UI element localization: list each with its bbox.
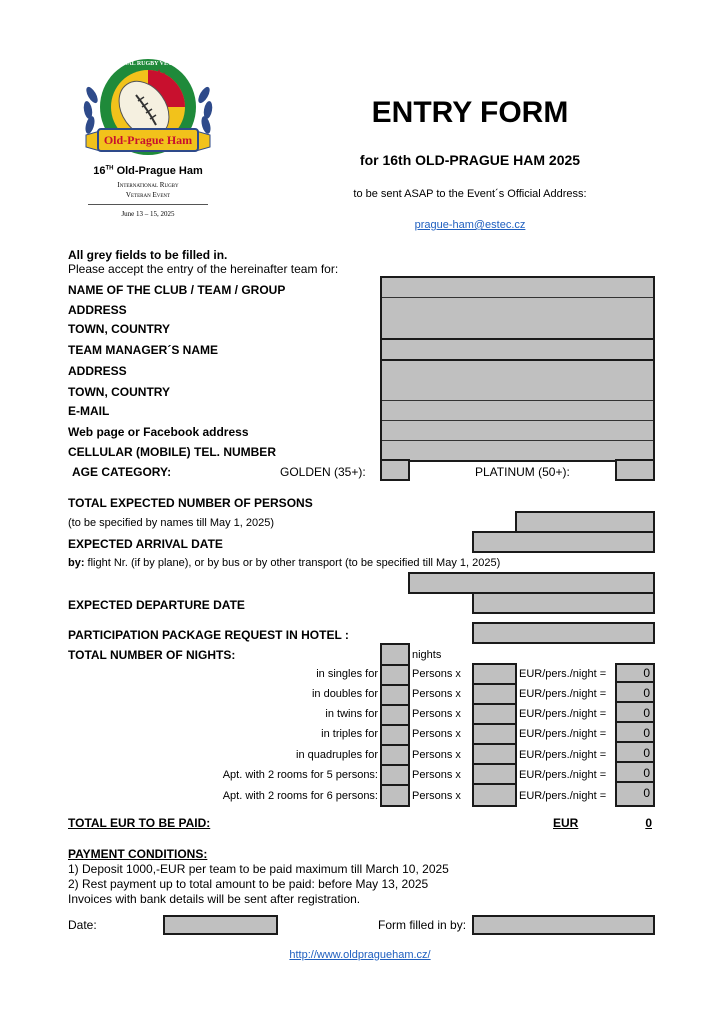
triples-total: 0 xyxy=(617,725,653,743)
date-field[interactable] xyxy=(163,915,278,935)
total-column xyxy=(615,663,655,807)
email-field[interactable] xyxy=(382,401,653,421)
apt6-total: 0 xyxy=(643,786,650,800)
club-address-field[interactable] xyxy=(382,298,653,340)
golden-checkbox[interactable] xyxy=(380,459,410,481)
persons-unit-doubles: Persons x xyxy=(412,688,461,700)
nights-field[interactable] xyxy=(382,645,408,666)
date-label: Date: xyxy=(68,918,97,932)
singles-price-field[interactable] xyxy=(474,665,515,685)
platinum-checkbox[interactable] xyxy=(615,459,655,481)
golden-label: GOLDEN (35+): xyxy=(280,465,366,479)
apt6-price-field[interactable] xyxy=(474,785,515,805)
twins-total: 0 xyxy=(617,705,653,723)
row-label-triples: in triples for xyxy=(321,728,378,740)
intro-instruction: All grey fields to be filled in. xyxy=(68,248,228,262)
instruction-text: to be sent ASAP to the Event´s Official Address: xyxy=(353,188,587,200)
price-column xyxy=(472,663,517,807)
twins-price-field[interactable] xyxy=(474,705,515,725)
row-label-singles: in singles for xyxy=(316,668,378,680)
doubles-price-field[interactable] xyxy=(474,685,515,705)
manager-name-field[interactable] xyxy=(382,340,653,361)
row-label-quadruples: in quadruples for xyxy=(296,749,378,761)
quadruples-price-field[interactable] xyxy=(474,745,515,765)
arrival-date-field[interactable] xyxy=(472,531,655,553)
price-unit-quadruples: EUR/pers./night = xyxy=(519,749,607,761)
total-value: 0 xyxy=(645,816,652,830)
logo-subtitle-1: International Rugby xyxy=(117,181,179,189)
arrival-label: EXPECTED ARRIVAL DATE xyxy=(68,537,223,551)
rugby-ball-logo-icon xyxy=(78,55,218,165)
persons-unit-triples: Persons x xyxy=(412,728,461,740)
payment-line-1: 1) Deposit 1000,-EUR per team to be paid maximum till March 10, 2025 xyxy=(68,862,449,876)
price-unit-apt6: EUR/pers./night = xyxy=(519,790,607,802)
triples-price-field[interactable] xyxy=(474,725,515,745)
nights-label: TOTAL NUMBER OF NIGHTS: xyxy=(68,648,236,662)
persons-note: (to be specified by names till May 1, 2025) xyxy=(68,517,275,529)
row-label-doubles: in doubles for xyxy=(311,688,378,700)
price-unit-doubles: EUR/pers./night = xyxy=(519,688,607,700)
age-category-label: AGE CATEGORY: xyxy=(72,465,172,479)
singles-persons-field[interactable] xyxy=(382,666,408,686)
label-club-town: TOWN, COUNTRY xyxy=(68,322,170,336)
quadruples-total: 0 xyxy=(617,745,653,763)
apt5-persons-field[interactable] xyxy=(382,766,408,786)
departure-label: EXPECTED DEPARTURE DATE xyxy=(68,598,245,612)
label-club-name: NAME OF THE CLUB / TEAM / GROUP xyxy=(68,283,286,297)
logo-subtitle-2: Veteran Event xyxy=(125,191,171,199)
transport-by-label: by: xyxy=(68,557,85,569)
team-fields-block xyxy=(380,276,655,462)
singles-total: 0 xyxy=(617,665,653,683)
svg-text:INTERNATIONAL RUGBY VETERAN EV: INTERNATIONAL RUGBY VETERAN EVENT xyxy=(84,61,212,67)
label-mobile: CELLULAR (MOBILE) TEL. NUMBER xyxy=(68,445,276,459)
row-label-apt6: Apt. with 2 rooms for 6 persons: xyxy=(222,790,378,802)
transport-field[interactable] xyxy=(408,572,655,594)
price-unit-apt5: EUR/pers./night = xyxy=(519,769,607,781)
logo-event-title xyxy=(70,165,226,177)
persons-label: TOTAL EXPECTED NUMBER OF PERSONS xyxy=(68,496,313,510)
apt6-persons-field[interactable] xyxy=(382,786,408,805)
platinum-label: PLATINUM (50+): xyxy=(475,465,570,479)
total-currency: EUR xyxy=(553,816,579,830)
logo-divider xyxy=(88,204,208,205)
triples-persons-field[interactable] xyxy=(382,726,408,746)
quadruples-persons-field[interactable] xyxy=(382,746,408,766)
persons-unit-apt5: Persons x xyxy=(412,769,461,781)
label-manager-address: ADDRESS xyxy=(68,364,127,378)
label-email: E-MAIL xyxy=(68,404,110,418)
manager-address-field[interactable] xyxy=(382,361,653,401)
apt5-total: 0 xyxy=(617,765,653,783)
filled-by-field[interactable] xyxy=(472,915,655,935)
transport-note: flight Nr. (if by plane), or by bus or by other transport (to be specified till May 1, 2025) xyxy=(84,557,501,569)
logo-dates: June 13 – 15, 2025 xyxy=(121,210,175,218)
persons-unit-apt6: Persons x xyxy=(412,790,461,802)
website-link[interactable]: http://www.oldpragueham.cz/ xyxy=(289,949,431,961)
intro-text: Please accept the entry of the hereinafter team for: xyxy=(68,262,339,276)
persons-unit-quadruples: Persons x xyxy=(412,749,461,761)
row-label-apt5: Apt. with 2 rooms for 5 persons: xyxy=(222,769,378,781)
label-manager-name: TEAM MANAGER´S NAME xyxy=(68,343,218,357)
label-manager-town: TOWN, COUNTRY xyxy=(68,385,170,399)
persons-unit-twins: Persons x xyxy=(412,708,461,720)
email-link[interactable]: prague-ham@estec.cz xyxy=(414,219,526,231)
payment-heading: PAYMENT CONDITIONS: xyxy=(68,847,208,861)
package-label: PARTICIPATION PACKAGE REQUEST IN HOTEL : xyxy=(68,628,349,642)
logo-edition: 16 xyxy=(93,165,106,177)
transport-text xyxy=(68,557,500,570)
logo-event-name: Old-Prague Ham xyxy=(116,165,203,177)
row-label-twins: in twins for xyxy=(325,708,378,720)
total-label: TOTAL EUR TO BE PAID: xyxy=(68,816,211,830)
label-web: Web page or Facebook address xyxy=(68,425,249,439)
label-club-address: ADDRESS xyxy=(68,303,127,317)
nights-unit: nights xyxy=(412,649,442,661)
event-logo xyxy=(78,55,218,165)
departure-date-field[interactable] xyxy=(472,592,655,614)
apt5-price-field[interactable] xyxy=(474,765,515,785)
page-subtitle: for 16th OLD-PRAGUE HAM 2025 xyxy=(359,152,581,168)
persons-unit-singles: Persons x xyxy=(412,668,461,680)
web-field[interactable] xyxy=(382,421,653,441)
doubles-persons-field[interactable] xyxy=(382,686,408,706)
logo-ribbon-text: Old-Prague Ham xyxy=(103,133,193,147)
persons-count-field[interactable] xyxy=(515,511,655,533)
logo-edition-sup: TH xyxy=(105,165,114,172)
page-title: ENTRY FORM xyxy=(371,96,569,129)
nights-column xyxy=(380,643,410,807)
club-name-field[interactable] xyxy=(382,278,653,298)
filled-by-label: Form filled in by: xyxy=(378,918,467,932)
package-field[interactable] xyxy=(472,622,655,644)
twins-persons-field[interactable] xyxy=(382,706,408,726)
price-unit-triples: EUR/pers./night = xyxy=(519,728,607,740)
price-unit-singles: EUR/pers./night = xyxy=(519,668,607,680)
doubles-total: 0 xyxy=(617,685,653,703)
price-unit-twins: EUR/pers./night = xyxy=(519,708,607,720)
mobile-field[interactable] xyxy=(382,441,653,460)
payment-line-2: 2) Rest payment up to total amount to be paid: before May 13, 2025 xyxy=(68,877,429,891)
payment-line-3: Invoices with bank details will be sent after registration. xyxy=(68,892,361,906)
